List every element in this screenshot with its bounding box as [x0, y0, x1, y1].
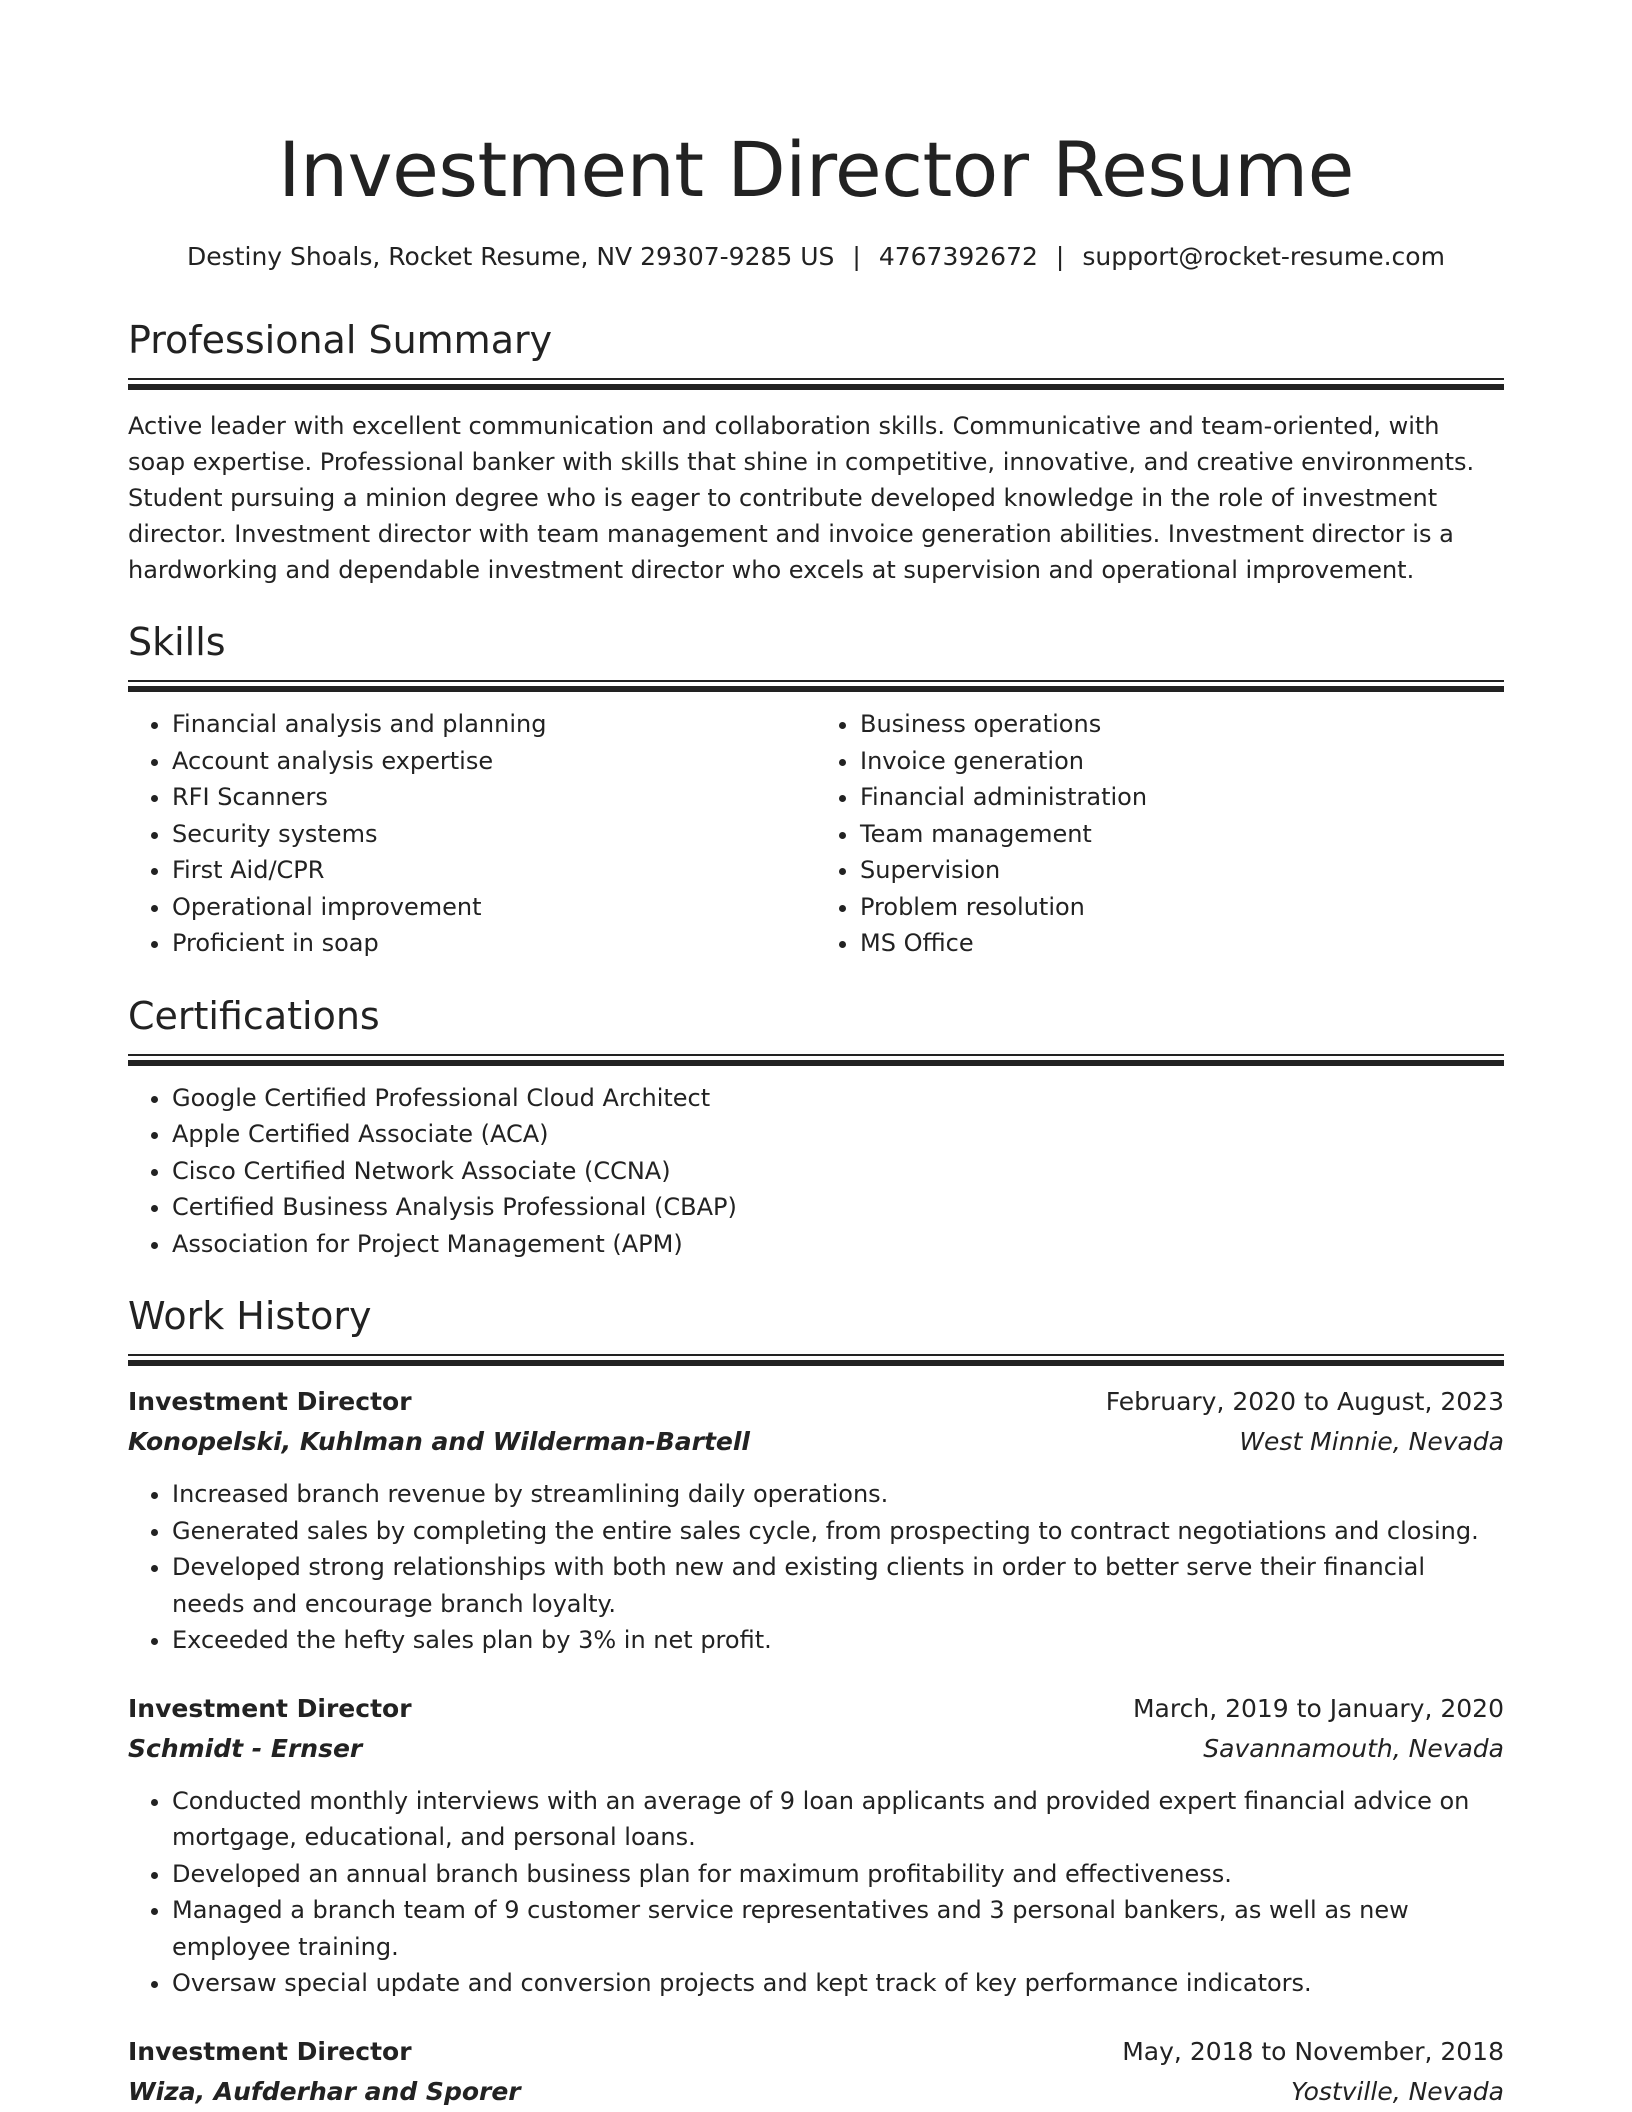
list-item: • Team management [860, 816, 1504, 853]
list-item: • Google Certified Professional Cloud Architect [172, 1080, 1504, 1117]
job-company-row [128, 1422, 1504, 1462]
list-item: • Security systems [172, 816, 816, 853]
list-item: • Conducted monthly interviews with an average of 9 loan applicants and provided expert financial advice on mortgage, educational, and personal loans. [172, 1783, 1504, 1856]
job-bullets [128, 1476, 1504, 1659]
job-company-row [128, 2072, 1504, 2112]
contact-separator: | [852, 242, 861, 271]
job-location: Yostville, Nevada [1291, 2076, 1504, 2106]
list-item: • Account analysis expertise [172, 743, 816, 780]
job-dates: February, 2020 to August, 2023 [1105, 1387, 1504, 1416]
list-item: • Generated sales by completing the entire sales cycle, from prospecting to contract negotiations and closing. [172, 1513, 1504, 1550]
job-title-row [128, 2032, 1504, 2072]
job-entry [128, 1689, 1504, 2002]
section-heading-work-history: Work History [128, 1294, 372, 1338]
resume-title: Investment Director Resume [278, 125, 1354, 214]
list-item: • Operational improvement [172, 889, 816, 926]
job-location: Savannamouth, Nevada [1203, 1733, 1504, 1763]
list-item: • Financial analysis and planning [172, 706, 816, 743]
section-divider [128, 680, 1504, 692]
list-item: • Invoice generation [860, 743, 1504, 780]
summary-text: Active leader with excellent communication and collaboration skills. Communicative and team-oriented, with soap expertise. Professional banker with skills that shine in competitive, innovative, and creative environments. Student pursuing a minion degree who is eager to contribute developed knowledge in the role of investment director. Investment director with team management and invoice generation abilities. Investment director is a hardworking and dependable investment director who excels at supervision and operational improvement. [128, 412, 1475, 584]
list-item: • Business operations [860, 706, 1504, 743]
list-item: • Developed an annual branch business plan for maximum profitability and effectiveness. [172, 1856, 1504, 1893]
job-company: Wiza, Aufderhar and Sporer [128, 2076, 521, 2106]
job-dates: March, 2019 to January, 2020 [1132, 1693, 1504, 1723]
job-bullets [128, 1783, 1504, 2002]
section-heading-skills: Skills [128, 620, 226, 664]
professional-summary-section [128, 316, 1504, 588]
list-item: • Apple Certified Associate (ACA) [172, 1116, 1504, 1153]
skills-section [128, 618, 1504, 962]
list-item: • Problem resolution [860, 889, 1504, 926]
job-title-row [128, 1689, 1504, 1729]
contact-email[interactable]: support@rocket-resume.com [1082, 242, 1445, 271]
job-location: West Minnie, Nevada [1239, 1427, 1504, 1456]
list-item: • Association for Project Management (APM) [172, 1226, 1504, 1263]
job-entry [128, 2032, 1504, 2112]
section-divider [128, 1054, 1504, 1066]
list-item: • Financial administration [860, 779, 1504, 816]
skills-list-right [816, 706, 1504, 962]
certifications-section [128, 992, 1504, 1263]
list-item: • Proficient in soap [172, 925, 816, 962]
list-item: • Developed strong relationships with both new and existing clients in order to better serve their financial needs and encourage branch loyalty. [172, 1549, 1504, 1622]
list-item: • Cisco Certified Network Associate (CCNA) [172, 1153, 1504, 1190]
list-item: • Supervision [860, 852, 1504, 889]
list-item: • Increased branch revenue by streamlining daily operations. [172, 1476, 1504, 1513]
list-item: • Exceeded the hefty sales plan by 3% in net profit. [172, 1622, 1504, 1659]
job-entry [128, 1382, 1504, 1659]
job-company: Konopelski, Kuhlman and Wilderman-Bartell [128, 1427, 750, 1456]
list-item: • Oversaw special update and conversion projects and kept track of key performance indicators. [172, 1965, 1504, 2002]
skills-list-left [128, 706, 816, 962]
job-company: Schmidt - Ernser [128, 1733, 363, 1763]
contact-phone: 4767392672 [878, 242, 1038, 271]
list-item: • First Aid/CPR [172, 852, 816, 889]
skills-grid [128, 692, 1504, 962]
section-heading-summary: Professional Summary [128, 318, 553, 362]
job-title: Investment Director [128, 1693, 412, 1723]
list-item: • RFI Scanners [172, 779, 816, 816]
section-heading-certifications: Certifications [128, 993, 380, 1038]
job-title-row [128, 1382, 1504, 1422]
list-item: • MS Office [860, 925, 1504, 962]
job-company-row [128, 1729, 1504, 1769]
section-divider [128, 1354, 1504, 1366]
job-title: Investment Director [128, 2036, 412, 2066]
work-history-section [128, 1292, 1504, 2112]
list-item: • Certified Business Analysis Professional (CBAP) [172, 1189, 1504, 1226]
job-dates: May, 2018 to November, 2018 [1122, 2036, 1504, 2066]
contact-address: Destiny Shoals, Rocket Resume, NV 29307-9285 US [187, 242, 835, 271]
list-item: • Managed a branch team of 9 customer service representatives and 3 personal bankers, as well as new employee training. [172, 1892, 1504, 1965]
contact-line [128, 240, 1504, 274]
section-divider [128, 378, 1504, 390]
contact-separator: | [1055, 242, 1065, 271]
job-title: Investment Director [128, 1387, 412, 1416]
certifications-list [128, 1080, 1504, 1263]
